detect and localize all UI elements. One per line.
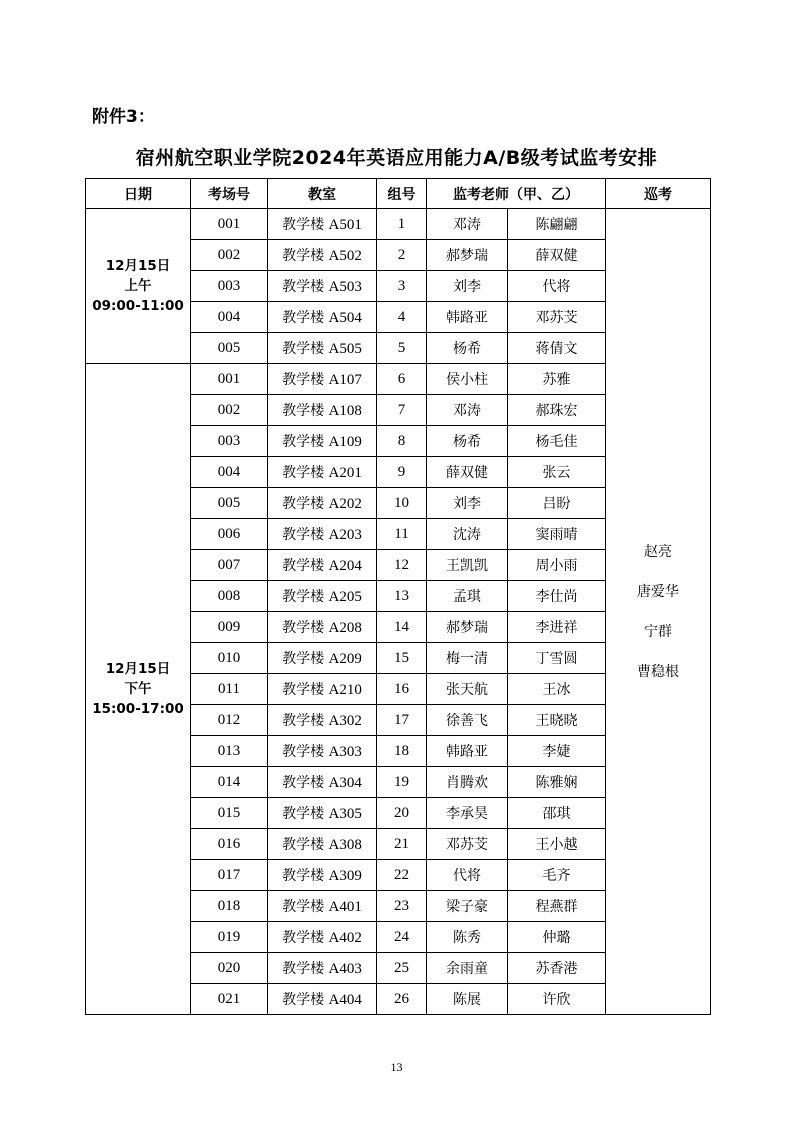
room-code: A305 bbox=[328, 806, 362, 822]
classroom-cell bbox=[268, 984, 377, 1015]
room-code: A210 bbox=[328, 682, 362, 698]
session-date: 12月15日 bbox=[105, 661, 171, 677]
classroom-cell bbox=[268, 302, 377, 333]
room-number-cell: 012 bbox=[191, 705, 268, 736]
room-code: A208 bbox=[328, 620, 362, 636]
invigilator-b-cell: 苏雅 bbox=[508, 364, 606, 395]
group-number-cell: 25 bbox=[377, 953, 427, 984]
room-code: A503 bbox=[328, 279, 362, 295]
room-number-cell: 017 bbox=[191, 860, 268, 891]
header-invigilators: 监考老师（甲、乙） bbox=[427, 179, 606, 209]
room-code: A304 bbox=[328, 775, 362, 791]
page-title: 宿州航空职业学院2024年英语应用能力A/B级考试监考安排 bbox=[135, 147, 658, 169]
invigilator-b-cell: 王晓晓 bbox=[508, 705, 606, 736]
room-code: A203 bbox=[328, 527, 362, 543]
group-number-cell: 11 bbox=[377, 519, 427, 550]
session-date: 12月15日 bbox=[105, 258, 171, 274]
invigilator-b-cell: 窦雨晴 bbox=[508, 519, 606, 550]
invigilator-b-cell: 蒋倩文 bbox=[508, 333, 606, 364]
invigilator-a-cell: 邓涛 bbox=[427, 395, 508, 426]
building-name: 教学楼 bbox=[282, 403, 325, 419]
group-number-cell: 9 bbox=[377, 457, 427, 488]
classroom-cell bbox=[268, 674, 377, 705]
room-code: A201 bbox=[328, 465, 362, 481]
classroom-cell bbox=[268, 705, 377, 736]
classroom-cell bbox=[268, 860, 377, 891]
classroom-cell bbox=[268, 612, 377, 643]
building-name: 教学楼 bbox=[282, 651, 325, 667]
header-patrol: 巡考 bbox=[606, 179, 711, 209]
header-date: 日期 bbox=[86, 179, 191, 209]
building-name: 教学楼 bbox=[282, 465, 325, 481]
invigilator-a-cell: 刘李 bbox=[427, 271, 508, 302]
invigilator-a-cell: 杨希 bbox=[427, 333, 508, 364]
room-code: A107 bbox=[328, 372, 362, 388]
classroom-cell bbox=[268, 550, 377, 581]
room-number-cell: 018 bbox=[191, 891, 268, 922]
patrol-name: 唐爱华 bbox=[637, 583, 679, 600]
building-name: 教学楼 bbox=[282, 248, 325, 264]
invigilator-b-cell: 李婕 bbox=[508, 736, 606, 767]
classroom-cell bbox=[268, 271, 377, 302]
classroom-cell bbox=[268, 798, 377, 829]
building-name: 教学楼 bbox=[282, 775, 325, 791]
room-number-cell: 001 bbox=[191, 209, 268, 240]
invigilator-a-cell: 薛双健 bbox=[427, 457, 508, 488]
invigilator-a-cell: 肖腾欢 bbox=[427, 767, 508, 798]
group-number-cell: 5 bbox=[377, 333, 427, 364]
invigilator-b-cell: 王小越 bbox=[508, 829, 606, 860]
table-body bbox=[86, 209, 711, 1015]
group-number-cell: 10 bbox=[377, 488, 427, 519]
classroom-cell bbox=[268, 240, 377, 271]
room-code: A302 bbox=[328, 713, 362, 729]
building-name: 教学楼 bbox=[282, 217, 325, 233]
invigilator-b-cell: 杨毛佳 bbox=[508, 426, 606, 457]
header-row bbox=[86, 179, 711, 209]
room-code: A309 bbox=[328, 868, 362, 884]
building-name: 教学楼 bbox=[282, 434, 325, 450]
classroom-cell bbox=[268, 364, 377, 395]
group-number-cell: 12 bbox=[377, 550, 427, 581]
room-number-cell: 021 bbox=[191, 984, 268, 1015]
room-number-cell: 002 bbox=[191, 240, 268, 271]
classroom-cell bbox=[268, 519, 377, 550]
building-name: 教学楼 bbox=[282, 713, 325, 729]
building-name: 教学楼 bbox=[282, 961, 325, 977]
room-code: A402 bbox=[328, 930, 362, 946]
session-date-cell bbox=[86, 364, 191, 1015]
invigilator-b-cell: 邵琪 bbox=[508, 798, 606, 829]
header-room-no: 考场号 bbox=[191, 179, 268, 209]
building-name: 教学楼 bbox=[282, 682, 325, 698]
invigilator-b-cell: 代将 bbox=[508, 271, 606, 302]
room-number-cell: 001 bbox=[191, 364, 268, 395]
room-number-cell: 013 bbox=[191, 736, 268, 767]
building-name: 教学楼 bbox=[282, 372, 325, 388]
invigilator-b-cell: 张云 bbox=[508, 457, 606, 488]
group-number-cell: 3 bbox=[377, 271, 427, 302]
building-name: 教学楼 bbox=[282, 837, 325, 853]
classroom-cell bbox=[268, 488, 377, 519]
room-number-cell: 003 bbox=[191, 426, 268, 457]
invigilator-b-cell: 李进祥 bbox=[508, 612, 606, 643]
group-number-cell: 8 bbox=[377, 426, 427, 457]
group-number-cell: 4 bbox=[377, 302, 427, 333]
building-name: 教学楼 bbox=[282, 558, 325, 574]
room-code: A502 bbox=[328, 248, 362, 264]
room-number-cell: 015 bbox=[191, 798, 268, 829]
header-classroom: 教室 bbox=[268, 179, 377, 209]
invigilator-a-cell: 张天航 bbox=[427, 674, 508, 705]
room-code: A109 bbox=[328, 434, 362, 450]
patrol-cell bbox=[606, 209, 711, 1015]
room-number-cell: 004 bbox=[191, 302, 268, 333]
invigilator-a-cell: 李承昊 bbox=[427, 798, 508, 829]
classroom-cell bbox=[268, 767, 377, 798]
invigilator-a-cell: 梁子豪 bbox=[427, 891, 508, 922]
invigilator-a-cell: 王凯凯 bbox=[427, 550, 508, 581]
group-number-cell: 15 bbox=[377, 643, 427, 674]
patrol-name: 曹稳根 bbox=[637, 663, 679, 680]
room-code: A404 bbox=[328, 992, 362, 1008]
invigilator-b-cell: 周小雨 bbox=[508, 550, 606, 581]
room-code: A504 bbox=[328, 310, 362, 326]
session-date-cell bbox=[86, 209, 191, 364]
room-code: A403 bbox=[328, 961, 362, 977]
invigilator-b-cell: 丁雪圆 bbox=[508, 643, 606, 674]
building-name: 教学楼 bbox=[282, 744, 325, 760]
invigilator-a-cell: 郝梦瑞 bbox=[427, 612, 508, 643]
building-name: 教学楼 bbox=[282, 992, 325, 1008]
group-number-cell: 7 bbox=[377, 395, 427, 426]
invigilator-a-cell: 韩路亚 bbox=[427, 302, 508, 333]
room-number-cell: 008 bbox=[191, 581, 268, 612]
room-code: A209 bbox=[328, 651, 362, 667]
invigilator-a-cell: 邓涛 bbox=[427, 209, 508, 240]
invigilator-b-cell: 薛双健 bbox=[508, 240, 606, 271]
room-code: A205 bbox=[328, 589, 362, 605]
invigilator-a-cell: 孟琪 bbox=[427, 581, 508, 612]
group-number-cell: 1 bbox=[377, 209, 427, 240]
session-time: 15:00-17:00 bbox=[92, 701, 184, 717]
building-name: 教学楼 bbox=[282, 806, 325, 822]
room-number-cell: 019 bbox=[191, 922, 268, 953]
invigilator-b-cell: 陈雅娴 bbox=[508, 767, 606, 798]
classroom-cell bbox=[268, 643, 377, 674]
session-period: 上午 bbox=[124, 278, 152, 294]
group-number-cell: 21 bbox=[377, 829, 427, 860]
invigilator-b-cell: 邓苏芠 bbox=[508, 302, 606, 333]
session-time: 09:00-11:00 bbox=[92, 298, 184, 314]
room-code: A303 bbox=[328, 744, 362, 760]
invigilator-a-cell: 杨希 bbox=[427, 426, 508, 457]
session-period: 下午 bbox=[124, 681, 152, 697]
group-number-cell: 2 bbox=[377, 240, 427, 271]
invigilator-b-cell: 许欣 bbox=[508, 984, 606, 1015]
invigilator-b-cell: 仲璐 bbox=[508, 922, 606, 953]
room-code: A505 bbox=[328, 341, 362, 357]
patrol-name: 宁群 bbox=[644, 623, 672, 640]
room-code: A204 bbox=[328, 558, 362, 574]
building-name: 教学楼 bbox=[282, 620, 325, 636]
invigilator-a-cell: 余雨童 bbox=[427, 953, 508, 984]
room-number-cell: 005 bbox=[191, 333, 268, 364]
building-name: 教学楼 bbox=[282, 868, 325, 884]
invigilator-b-cell: 郝珠宏 bbox=[508, 395, 606, 426]
invigilator-a-cell: 陈展 bbox=[427, 984, 508, 1015]
room-number-cell: 020 bbox=[191, 953, 268, 984]
attachment-label: 附件3： bbox=[92, 107, 155, 127]
invigilator-b-cell: 吕盼 bbox=[508, 488, 606, 519]
group-number-cell: 6 bbox=[377, 364, 427, 395]
building-name: 教学楼 bbox=[282, 589, 325, 605]
building-name: 教学楼 bbox=[282, 527, 325, 543]
invigilator-b-cell: 王冰 bbox=[508, 674, 606, 705]
room-number-cell: 002 bbox=[191, 395, 268, 426]
room-number-cell: 016 bbox=[191, 829, 268, 860]
invigilator-a-cell: 邓苏芠 bbox=[427, 829, 508, 860]
group-number-cell: 22 bbox=[377, 860, 427, 891]
classroom-cell bbox=[268, 953, 377, 984]
room-code: A308 bbox=[328, 837, 362, 853]
invigilation-table bbox=[85, 178, 711, 1015]
group-number-cell: 16 bbox=[377, 674, 427, 705]
patrol-name: 赵亮 bbox=[644, 543, 672, 560]
classroom-cell bbox=[268, 891, 377, 922]
building-name: 教学楼 bbox=[282, 310, 325, 326]
invigilator-b-cell: 毛齐 bbox=[508, 860, 606, 891]
invigilator-a-cell: 徐善飞 bbox=[427, 705, 508, 736]
invigilator-a-cell: 梅一清 bbox=[427, 643, 508, 674]
room-number-cell: 011 bbox=[191, 674, 268, 705]
invigilator-b-cell: 苏香港 bbox=[508, 953, 606, 984]
building-name: 教学楼 bbox=[282, 341, 325, 357]
invigilator-a-cell: 陈秀 bbox=[427, 922, 508, 953]
classroom-cell bbox=[268, 457, 377, 488]
room-code: A202 bbox=[328, 496, 362, 512]
building-name: 教学楼 bbox=[282, 279, 325, 295]
classroom-cell bbox=[268, 395, 377, 426]
room-code: A501 bbox=[328, 217, 362, 233]
invigilator-a-cell: 郝梦瑞 bbox=[427, 240, 508, 271]
group-number-cell: 23 bbox=[377, 891, 427, 922]
invigilator-b-cell: 李仕尚 bbox=[508, 581, 606, 612]
classroom-cell bbox=[268, 581, 377, 612]
room-number-cell: 003 bbox=[191, 271, 268, 302]
room-code: A401 bbox=[328, 899, 362, 915]
invigilator-a-cell: 沈涛 bbox=[427, 519, 508, 550]
invigilator-a-cell: 代将 bbox=[427, 860, 508, 891]
room-number-cell: 007 bbox=[191, 550, 268, 581]
invigilator-a-cell: 刘李 bbox=[427, 488, 508, 519]
classroom-cell bbox=[268, 426, 377, 457]
group-number-cell: 24 bbox=[377, 922, 427, 953]
classroom-cell bbox=[268, 333, 377, 364]
invigilator-b-cell: 程燕群 bbox=[508, 891, 606, 922]
building-name: 教学楼 bbox=[282, 496, 325, 512]
group-number-cell: 26 bbox=[377, 984, 427, 1015]
page-number: 13 bbox=[390, 1060, 403, 1074]
table-row bbox=[86, 209, 711, 240]
room-number-cell: 014 bbox=[191, 767, 268, 798]
classroom-cell bbox=[268, 209, 377, 240]
invigilator-a-cell: 侯小柱 bbox=[427, 364, 508, 395]
group-number-cell: 17 bbox=[377, 705, 427, 736]
room-number-cell: 006 bbox=[191, 519, 268, 550]
room-number-cell: 009 bbox=[191, 612, 268, 643]
classroom-cell bbox=[268, 829, 377, 860]
building-name: 教学楼 bbox=[282, 899, 325, 915]
group-number-cell: 14 bbox=[377, 612, 427, 643]
invigilator-a-cell: 韩路亚 bbox=[427, 736, 508, 767]
building-name: 教学楼 bbox=[282, 930, 325, 946]
room-number-cell: 010 bbox=[191, 643, 268, 674]
group-number-cell: 20 bbox=[377, 798, 427, 829]
room-code: A108 bbox=[328, 403, 362, 419]
invigilator-b-cell: 陈翩翩 bbox=[508, 209, 606, 240]
classroom-cell bbox=[268, 736, 377, 767]
room-number-cell: 005 bbox=[191, 488, 268, 519]
group-number-cell: 18 bbox=[377, 736, 427, 767]
group-number-cell: 13 bbox=[377, 581, 427, 612]
group-number-cell: 19 bbox=[377, 767, 427, 798]
room-number-cell: 004 bbox=[191, 457, 268, 488]
header-group: 组号 bbox=[377, 179, 427, 209]
classroom-cell bbox=[268, 922, 377, 953]
